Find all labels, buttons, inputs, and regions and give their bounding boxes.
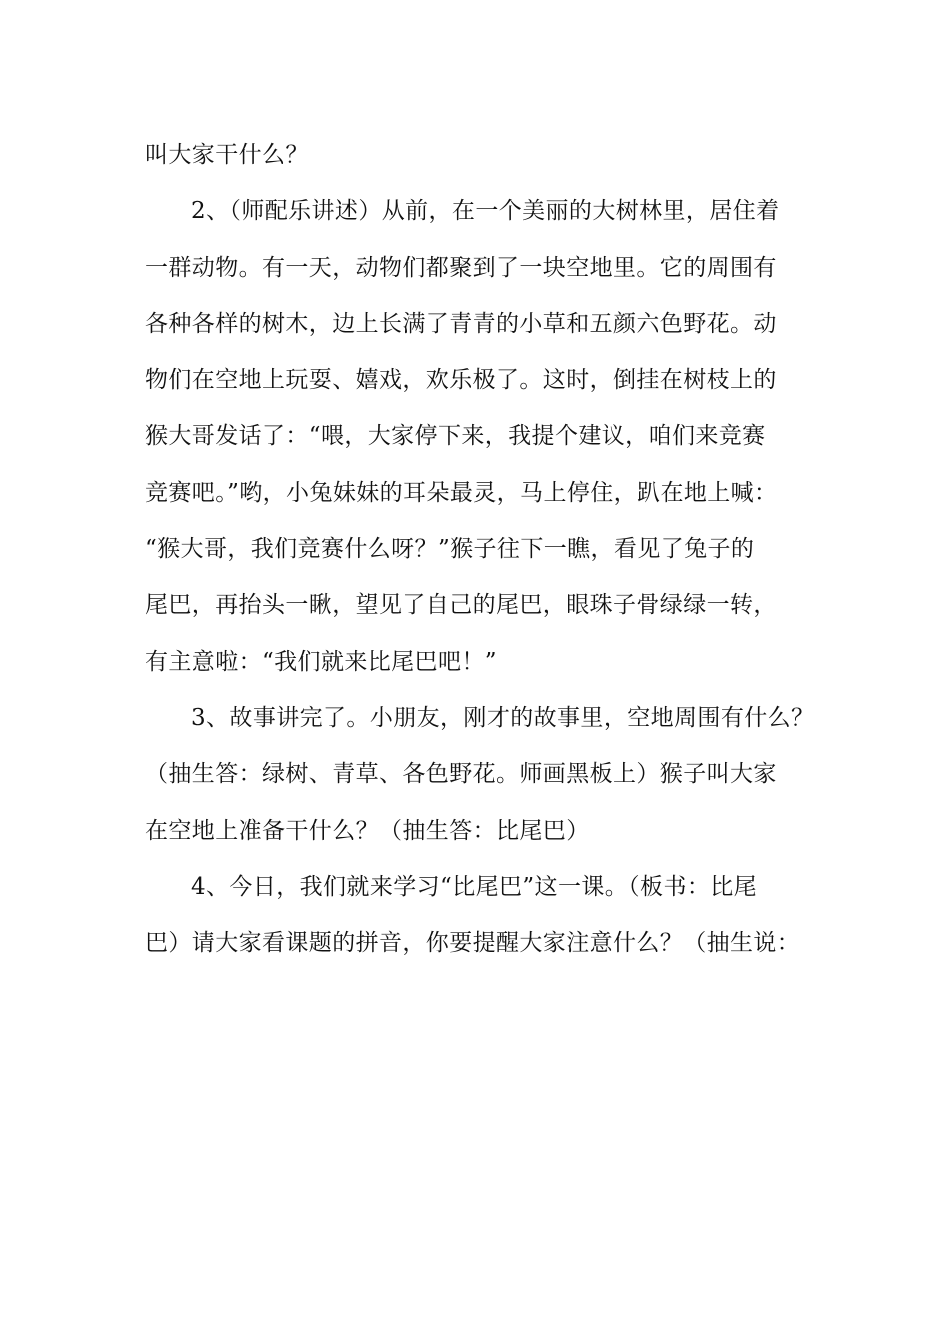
text-line: 一群动物。有一天，动物们都聚到了一块空地里。它的周围有 — [145, 254, 777, 281]
paragraph-4-line-1: 4、今日，我们就来学习“比尾巴”这一课。（板书：比尾 — [191, 873, 758, 900]
text-line: 物们在空地上玩耍、嬉戏，欢乐极了。这时，倒挂在树枝上的 — [145, 367, 777, 394]
text-line: “猴大哥，我们竞赛什么呀？”猴子往下一瞧，看见了兔子的 — [145, 536, 755, 563]
text-line: 竞赛吧。”哟，小兔妹妹的耳朵最灵，马上停住，趴在地上喊： — [145, 479, 778, 506]
text-line: 各种各样的树木，边上长满了青青的小草和五颜六色野花。动 — [145, 310, 777, 337]
text-line: 猴大哥发话了：“喂，大家停下来，我提个建议，咱们来竞赛 — [145, 423, 766, 450]
text-line: （抽生答：绿树、青草、各色野花。师画黑板上）猴子叫大家 — [145, 761, 777, 788]
text-line: 叫大家干什么？ — [145, 142, 309, 168]
text-line: 在空地上准备干什么？（抽生答：比尾巴） — [145, 817, 590, 844]
text-line: 尾巴，再抬头一瞅，望见了自己的尾巴，眼珠子骨绿绿一转， — [145, 592, 777, 619]
document-body — [145, 127, 825, 971]
paragraph-2-line-1: 2、（师配乐讲述）从前，在一个美丽的大树林里，居住着 — [191, 198, 780, 225]
paragraph-3-line-1: 3、故事讲完了。小朋友，刚才的故事里，空地周围有什么？ — [191, 704, 815, 731]
text-line: 有主意啦：“我们就来比尾巴吧！” — [145, 648, 497, 675]
text-line: 巴）请大家看课题的拼音，你要提醒大家注意什么？（抽生说： — [145, 930, 801, 957]
